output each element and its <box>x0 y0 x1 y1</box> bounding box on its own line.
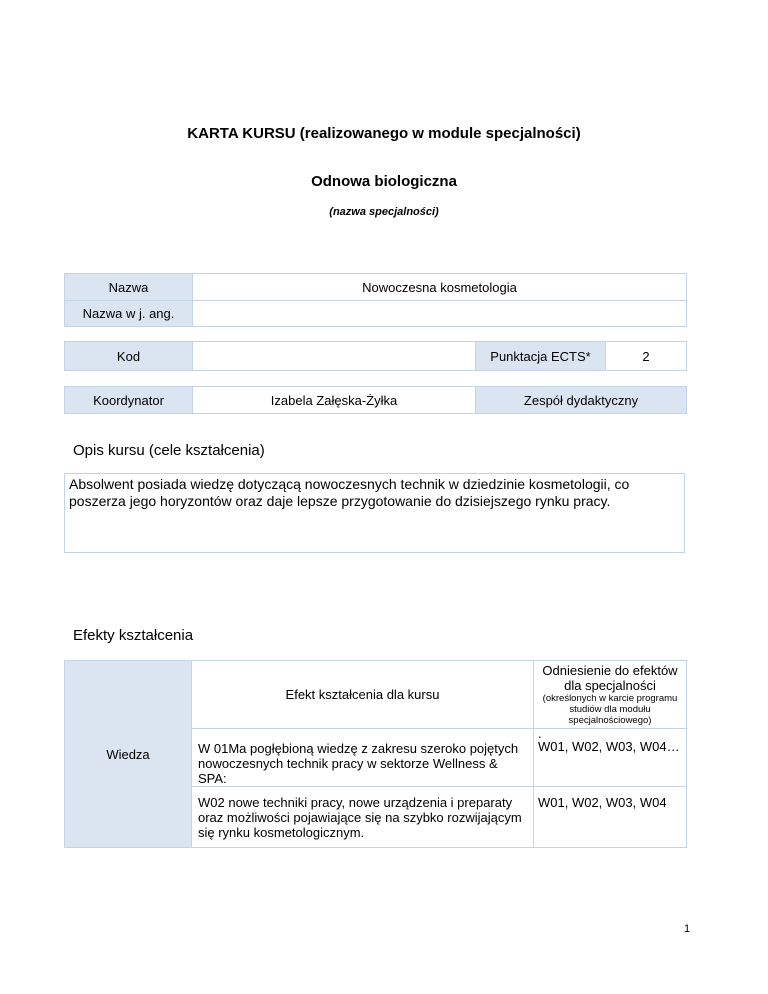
category-label: Wiedza <box>106 746 150 762</box>
coordinator-value: Izabela Załęska-Żyłka <box>193 387 476 414</box>
ref-row-1 <box>534 726 687 787</box>
col-ref-header <box>534 661 687 729</box>
coordinator-table <box>64 386 687 414</box>
effect-row-1: W 01Ma pogłębioną wiedzę z zakresu szeroko pojętych nowoczesnych technik pracy w sektorze Wellness & SPA: <box>192 729 534 787</box>
specialty-note: (nazwa specjalności) <box>329 206 439 218</box>
col-ref-note: (określonych w karcie programu studiów dla modułu specjalnościowego) <box>542 693 678 726</box>
outcomes-heading: Efekty kształcenia <box>73 627 194 644</box>
description-text: Absolwent posiada wiedzę dotyczącą nowoczesnych technik w dziedzinie kosmetologii, co poszerza jego horyzontów oraz daje lepsze przygotowanie do dzisiejszego rynku pracy. <box>64 473 685 553</box>
team-label: Zespół dydaktyczny <box>476 387 687 414</box>
page-number: 1 <box>684 923 691 935</box>
ects-label: Punktacja ECTS* <box>476 342 606 371</box>
description-heading: Opis kursu (cele kształcenia) <box>73 442 265 459</box>
code-label: Kod <box>65 342 193 371</box>
name-en-value <box>193 301 687 327</box>
ref-row-2: W01, W02, W03, W04 <box>534 787 687 848</box>
ects-value: 2 <box>606 342 687 371</box>
specialty-name: Odnowa biologiczna <box>311 173 457 190</box>
code-table <box>64 341 687 371</box>
name-label: Nazwa <box>65 274 193 301</box>
name-table <box>64 273 687 327</box>
col-effect-header: Efekt kształcenia dla kursu <box>192 661 534 729</box>
name-value: Nowoczesna kosmetologia <box>193 274 687 301</box>
col-ref-title: Odniesienie do efektów dla specjalności <box>542 663 678 693</box>
outcomes-table <box>64 660 687 848</box>
ref-row-1-value: W01, W02, W03, W04… <box>538 739 680 754</box>
coordinator-label: Koordynator <box>65 387 193 414</box>
code-value <box>193 342 476 371</box>
effect-row-2: W02 nowe techniki pracy, nowe urządzenia i preparaty oraz możliwości pojawiające się na szybko rozwijającym się rynku kosmetologicznym. <box>192 787 534 848</box>
name-en-label: Nazwa w j. ang. <box>65 301 193 327</box>
category-cell <box>65 661 192 848</box>
ref-row-1-dot: . <box>538 726 542 741</box>
page-title: KARTA KURSU (realizowanego w module specjalności) <box>187 125 581 142</box>
